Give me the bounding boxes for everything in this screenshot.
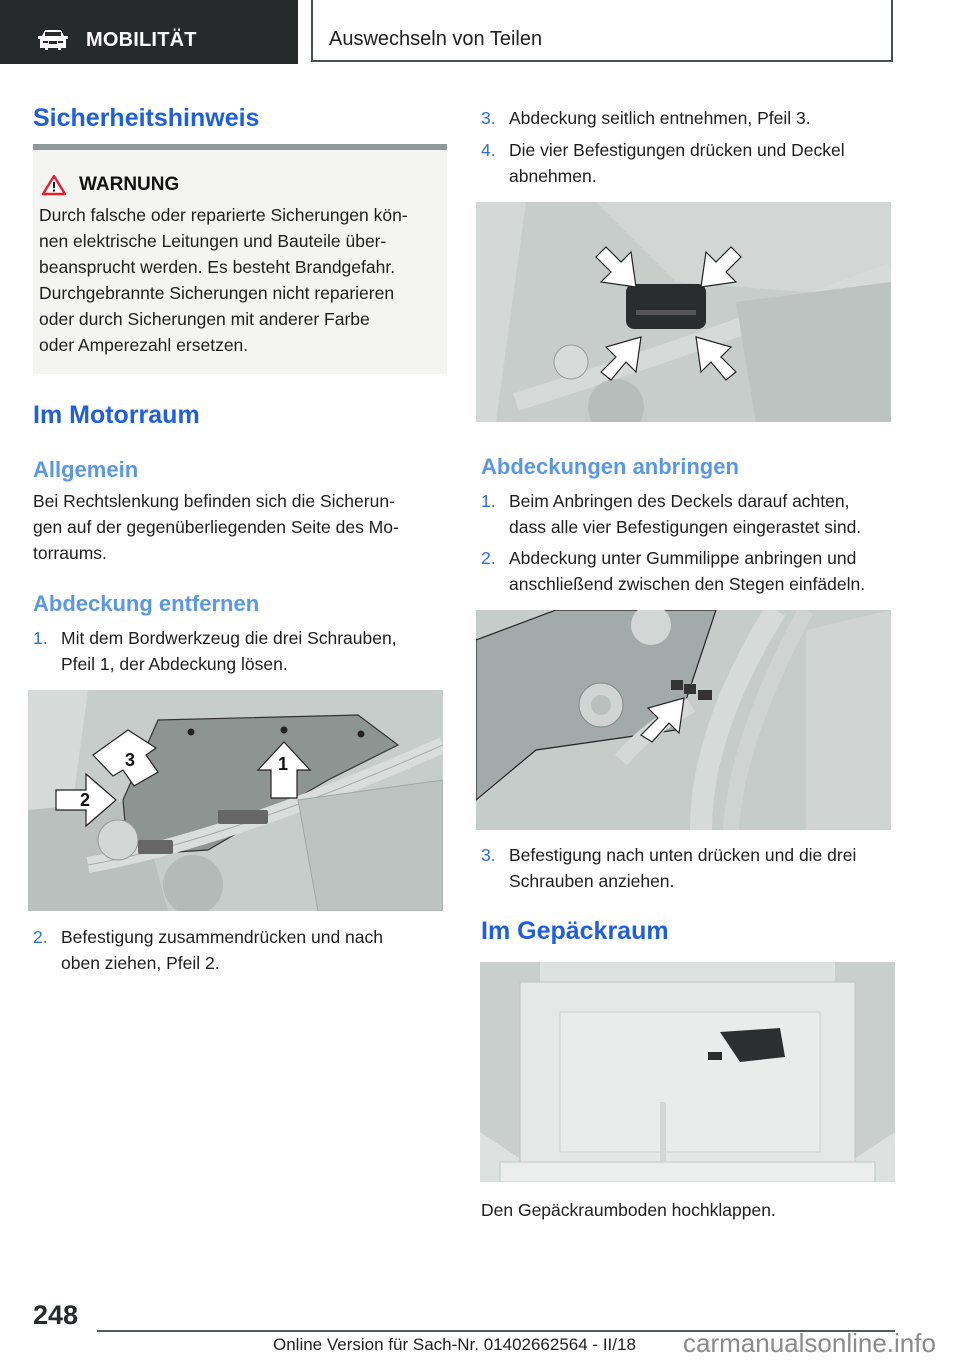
attach-covers-heading: Abdeckungen anbringen [481, 454, 739, 479]
step-number: 1. [33, 628, 48, 648]
step-line: Pfeil 1, der Abdeckung lösen. [61, 654, 288, 674]
step-number: 2. [33, 927, 48, 947]
warning-line: Durchgebrannte Sicherungen nicht reparieren [39, 283, 395, 303]
svg-text:1: 1 [278, 754, 289, 774]
remove-cover-heading: Abdeckung entfernen [33, 591, 260, 616]
list-item [481, 137, 901, 189]
step-line: oben ziehen, Pfeil 2. [61, 953, 220, 973]
paragraph-line: Bei Rechtslenkung befinden sich die Sicherun- [33, 491, 395, 511]
step-number: 3. [481, 845, 496, 865]
warning-line: oder durch Sicherungen mit anderer Farbe [39, 309, 370, 329]
section-label: MOBILITÄT [86, 29, 197, 51]
paragraph-line: gen auf der gegenüberliegenden Seite des Mo- [33, 517, 399, 537]
list-item [481, 105, 901, 131]
warning-line: beansprucht werden. Es besteht Brandgefahr. [39, 257, 396, 277]
watermark: carmanualsonline.info [683, 1328, 936, 1358]
step-number: 3. [481, 108, 496, 128]
fuse-box-lid-figure [476, 202, 891, 422]
step-text [509, 137, 845, 189]
online-version-text: Online Version für Sach-Nr. 01402662564 - II/18 [273, 1335, 636, 1354]
step-text [509, 105, 811, 131]
list-item [481, 545, 901, 597]
svg-text:3: 3 [125, 750, 136, 770]
list-item [33, 625, 453, 677]
list-item [481, 488, 901, 540]
trunk-fuse-box-figure [480, 962, 895, 1182]
warning-bar [33, 144, 447, 150]
chapter-title: Auswechseln von Teilen [329, 28, 543, 50]
step-line: dass alle vier Befestigungen eingerastet sind. [509, 517, 862, 537]
page-number: 248 [33, 1300, 79, 1330]
step-number: 2. [481, 548, 496, 568]
step-line: Die vier Befestigungen drücken und Deckel [509, 140, 845, 160]
step-number: 1. [481, 491, 496, 511]
warning-title: WARNUNG [79, 174, 180, 195]
warning-text [39, 202, 445, 358]
step-line: anschließend zwischen den Stegen einfädeln. [509, 574, 866, 594]
chapter-title-box [311, 0, 893, 62]
step-text [509, 842, 856, 894]
step-line: Befestigung nach unten drücken und die drei [509, 845, 857, 865]
step-line: Befestigung zusammendrücken und nach [61, 927, 384, 947]
engine-bay-cover-figure [28, 690, 443, 911]
warning-line: oder Amperezahl ersetzen. [39, 335, 249, 355]
warning-box [33, 144, 447, 374]
rubber-lip-clip-figure [476, 610, 891, 830]
warning-line: Durch falsche oder reparierte Sicherungen kön- [39, 205, 408, 225]
step-text [509, 488, 861, 540]
step-text [509, 545, 865, 597]
step-text [61, 924, 383, 976]
trunk-heading: Im Gepäckraum [481, 917, 669, 945]
paragraph-line: torraums. [33, 543, 107, 563]
step-line: Abdeckung seitlich entnehmen, Pfeil 3. [509, 108, 811, 128]
warning-line: nen elektrische Leitungen und Bauteile über- [39, 231, 387, 251]
list-item [481, 842, 901, 894]
step-line: Abdeckung unter Gummilippe anbringen und [509, 548, 857, 568]
warning-triangle-icon [41, 174, 67, 196]
list-item [33, 924, 453, 976]
general-heading: Allgemein [33, 457, 139, 482]
svg-text:2: 2 [80, 790, 91, 810]
step-line: abnehmen. [509, 166, 597, 186]
step-text [61, 625, 397, 677]
step-number: 4. [481, 140, 496, 160]
general-paragraph [33, 488, 453, 566]
car-icon [36, 28, 70, 52]
step-line: Schrauben anziehen. [509, 871, 675, 891]
engine-bay-heading: Im Motorraum [33, 401, 200, 429]
safety-heading: Sicherheitshinweis [33, 104, 260, 132]
step-line: Beim Anbringen des Deckels darauf achten, [509, 491, 850, 511]
step-line: Mit dem Bordwerkzeug die drei Schrauben, [61, 628, 397, 648]
trunk-caption: Den Gepäckraumboden hochklappen. [481, 1200, 776, 1220]
header-section-tab [0, 0, 298, 64]
